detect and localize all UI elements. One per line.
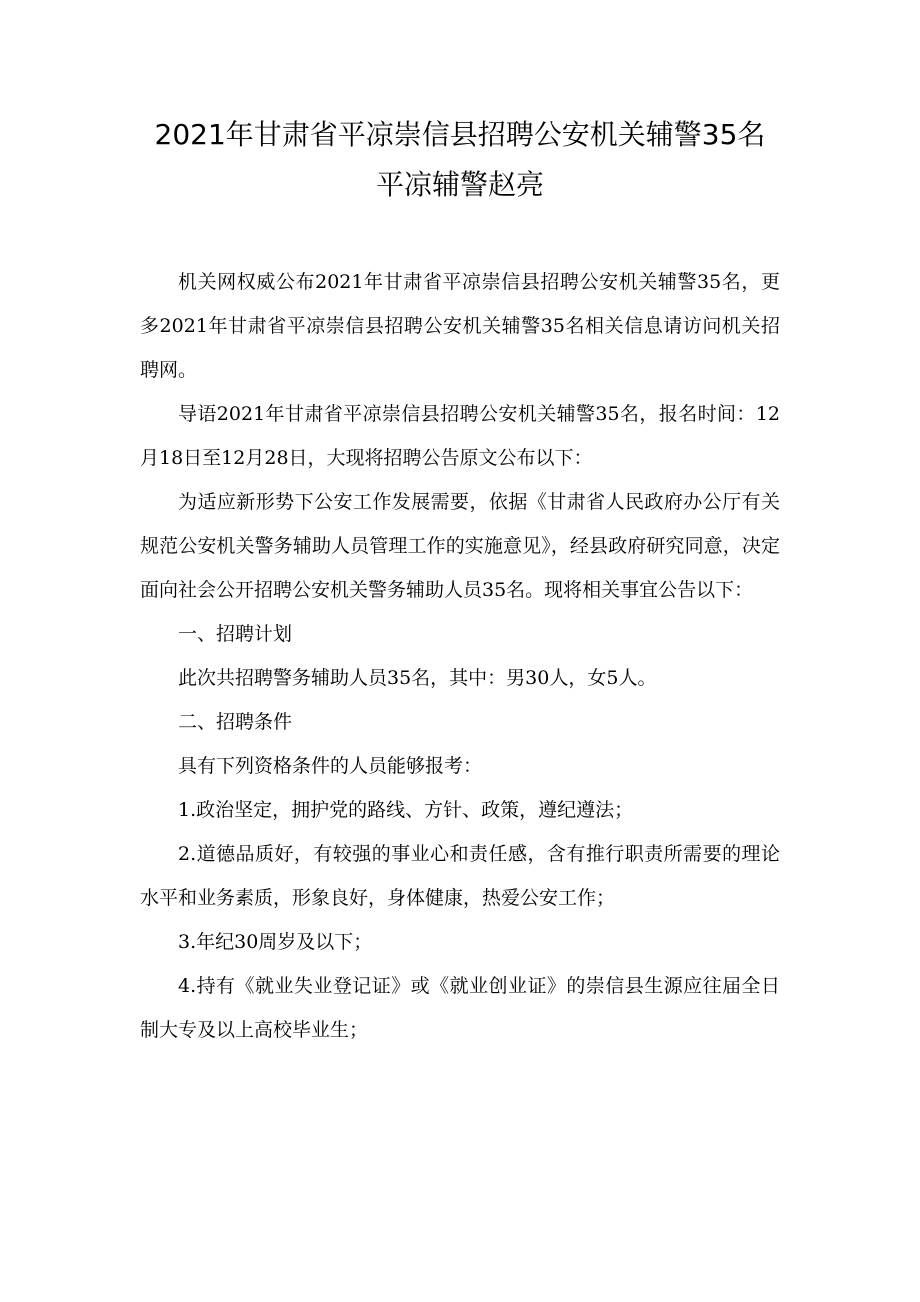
paragraph-conditions-intro: 具有下列资格条件的人员能够报考：	[178, 755, 483, 777]
paragraph-purpose: 为适应新形势下公安工作发展需要，依据《甘肃省人民政府办公厅有关规范公安机关警务辅助人员管理工作的实施意见》，经县政府研究同意，决定面向社会公开招聘公安机关警务辅助人员35名。现将相关事宜公告以下：	[140, 491, 780, 601]
paragraph-intro: 机关网权威公布2021年甘肃省平凉崇信县招聘公安机关辅警35名，更多2021年甘肃省平凉崇信县招聘公安机关辅警35名相关信息请访问机关招聘网。	[140, 271, 780, 381]
condition-item-3: 3.年纪30周岁及以下；	[178, 931, 373, 953]
document-body	[140, 260, 780, 1052]
condition-item-2: 2.道德品质好，有较强的事业心和责任感，含有推行职责所需要的理论水平和业务素质，形象良好，身体健康，热爱公安工作；	[140, 843, 780, 909]
paragraph-lead: 导语2021年甘肃省平凉崇信县招聘公安机关辅警35名，报名时间：12月18日至12月28日，大现将招聘公告原文公布以下：	[140, 403, 780, 469]
section-heading-plan: 一、招聘计划	[178, 623, 293, 645]
paragraph-plan-detail: 此次共招聘警务辅助人员35名，其中：男30人，女5人。	[178, 667, 657, 689]
condition-item-1: 1.政治坚定，拥护党的路线、方针、政策，遵纪遵法；	[178, 799, 634, 821]
condition-item-4: 4.持有《就业失业登记证》或《就业创业证》的崇信县生源应往届全日制大专及以上高校毕业生；	[140, 975, 780, 1041]
document-title: 2021年甘肃省平凉崇信县招聘公安机关辅警35名 平凉辅警赵亮	[154, 118, 766, 201]
section-heading-conditions: 二、招聘条件	[178, 711, 293, 733]
